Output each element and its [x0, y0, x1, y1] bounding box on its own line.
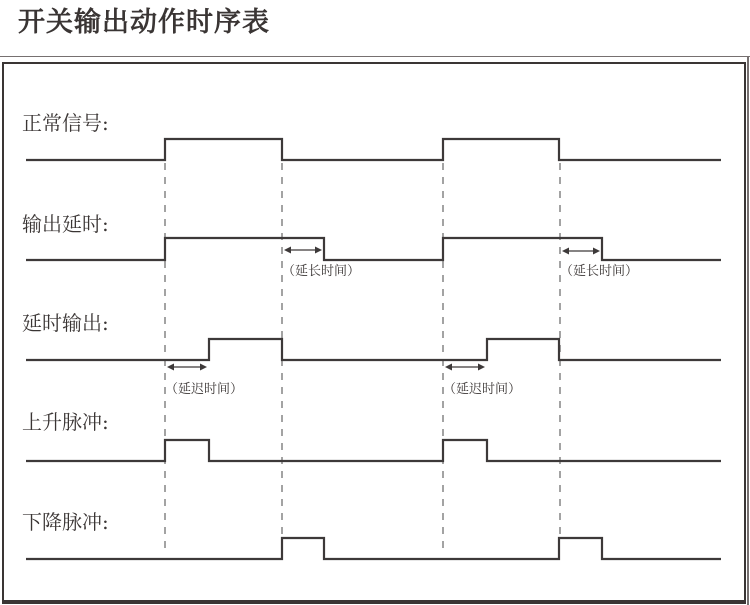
row-label-normal-signal: 正常信号: — [22, 111, 109, 135]
annotation-delay-time-2: （延迟时间） — [443, 382, 522, 397]
row-label-falling-pulse: 下降脉冲: — [22, 510, 109, 534]
annotation-delay-time-1: （延迟时间） — [165, 382, 244, 397]
annotation-extension-time-1: （延长时间） — [282, 264, 361, 279]
annotation-extension-time-2: （延长时间） — [560, 264, 639, 279]
row-label-delayed-output: 延时输出: — [22, 311, 109, 335]
diagram-frame — [2, 62, 746, 604]
row-label-rising-pulse: 上升脉冲: — [22, 410, 109, 434]
page-title: 开关输出动作时序表 — [18, 7, 270, 38]
row-label-output-delay: 输出延时: — [22, 212, 109, 236]
outer-frame-right-line — [747, 56, 749, 605]
outer-frame-top-line — [0, 56, 750, 57]
